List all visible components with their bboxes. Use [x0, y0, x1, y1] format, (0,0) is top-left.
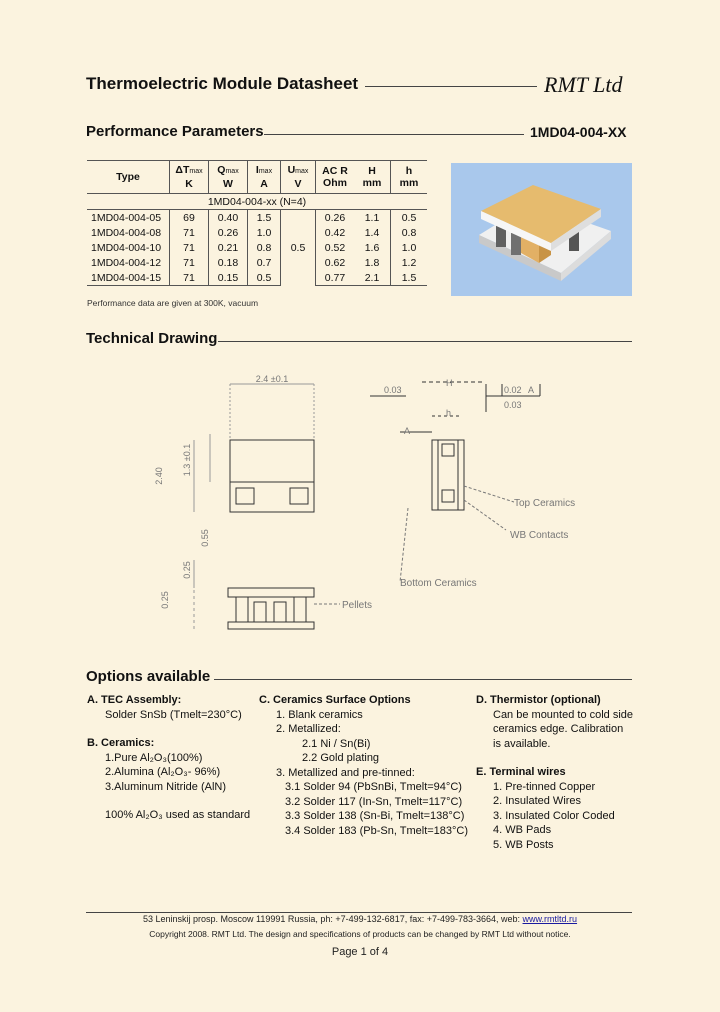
- datum-A: A: [404, 426, 411, 436]
- technical-drawing: [90, 360, 630, 650]
- cell-umax: 0.5: [281, 210, 316, 286]
- cell-q: 0.21: [209, 240, 248, 255]
- table-row: [87, 225, 427, 240]
- flatness-value: 0.03: [384, 385, 402, 395]
- cell-H: 1.1: [364, 211, 380, 224]
- title-rule: [365, 86, 537, 87]
- col-qmax: Qmax W: [209, 161, 248, 194]
- label-bottom-ceramics: Bottom Ceramics: [400, 578, 477, 589]
- cell-q: 0.40: [209, 210, 248, 226]
- option-e1: 1. Pre-tinned Copper: [493, 780, 596, 793]
- cell-acr: 0.42: [316, 225, 355, 240]
- top-view-body: [230, 440, 314, 512]
- cell-dt: 71: [170, 240, 209, 255]
- dim-pellet: 0.25: [182, 561, 192, 579]
- cell-H: 1.4: [364, 226, 380, 239]
- cell-type: 1MD04-004-05: [91, 211, 162, 224]
- option-title-c: C. Ceramics Surface Options: [259, 694, 411, 706]
- option-d-line3: is available.: [493, 737, 551, 750]
- cell-acr: 0.26: [316, 210, 355, 226]
- cell-H: 2.1: [354, 270, 391, 286]
- cell-type: 1MD04-004-15: [87, 270, 170, 286]
- option-e4: 4. WB Pads: [493, 824, 552, 836]
- col-imax: Imax A: [248, 161, 281, 194]
- option-c1: 1. Blank ceramics: [276, 708, 363, 721]
- option-title-a: A. TEC Assembly:: [87, 694, 182, 706]
- model-number: 1MD04-004-XX: [530, 124, 627, 140]
- col-acr: AC R Ohm: [316, 161, 355, 194]
- option-b3: 3.Aluminum Nitride (AlN): [105, 780, 227, 793]
- option-c2: 2. Metallized:: [276, 723, 341, 735]
- option-c21: 2.1 Ni / Sn(Bi): [302, 737, 371, 750]
- option-title-b: B. Ceramics:: [87, 737, 155, 749]
- option-e2: 2. Insulated Wires: [493, 795, 582, 807]
- cell-acr: 0.62: [316, 255, 355, 270]
- page-number: Page 1 of 4: [331, 946, 389, 958]
- wb-pad-right: [290, 488, 308, 504]
- footer-address-line: [0, 914, 720, 924]
- cell-i: 0.7: [248, 255, 281, 270]
- performance-table: [87, 160, 427, 286]
- option-d-line2: ceramics edge. Calibration: [493, 723, 624, 735]
- cell-h: 1.5: [391, 270, 428, 286]
- document-title: Thermoelectric Module Datasheet: [86, 74, 359, 93]
- col-h: h mm: [391, 161, 428, 194]
- cell-acr: 0.52: [316, 240, 355, 255]
- table-header-row: [87, 161, 427, 194]
- cell-q: 0.26: [209, 225, 248, 240]
- wb-pad-left: [236, 488, 254, 504]
- option-e3: 3. Insulated Color Coded: [493, 809, 615, 822]
- technical-heading: Technical Drawing: [86, 330, 218, 347]
- performance-note: Performance data are given at 300K, vacuum: [87, 298, 259, 308]
- dim-depth: 0.55: [200, 529, 210, 547]
- cell-h: 1.2: [391, 255, 428, 270]
- option-c31: 3.1 Solder 94 (PbSnBi, Tmelt=94°C): [285, 781, 462, 793]
- cell-q: 0.15: [209, 270, 248, 286]
- label-wb-contacts: WB Contacts: [510, 530, 569, 541]
- option-title-d: D. Thermistor (optional): [476, 694, 601, 706]
- col-dtmax: ΔTmax K: [170, 161, 209, 194]
- cell-q: 0.18: [209, 255, 248, 270]
- label-pellets: Pellets: [342, 600, 373, 611]
- table-row: [87, 240, 427, 255]
- cell-dt: 71: [170, 270, 209, 286]
- cell-dt: 71: [170, 255, 209, 270]
- cell-H: 1.6: [364, 241, 380, 254]
- performance-heading: Performance Parameters: [86, 123, 264, 140]
- table-row: [87, 255, 427, 270]
- table-row: [87, 210, 427, 226]
- option-b2: 2.Alumina (Al₂O₃- 96%): [105, 766, 221, 778]
- performance-rule: [264, 134, 524, 135]
- parallel-b: 0.03: [504, 400, 522, 410]
- cell-dt: 71: [170, 225, 209, 240]
- option-c33: 3.3 Solder 138 (Sn-Bi, Tmelt=138°C): [285, 810, 465, 822]
- options-col-d: [476, 693, 636, 852]
- option-c34: 3.4 Solder 183 (Pb-Sn, Tmelt=183°C): [285, 824, 469, 837]
- cell-type: 1MD04-004-10: [91, 241, 162, 254]
- option-c32: 3.2 Solder 117 (In-Sn, Tmelt=117°C): [285, 795, 463, 808]
- option-d-line1: Can be mounted to cold side: [493, 708, 634, 721]
- options-col-a: [87, 693, 257, 823]
- option-a1: Solder SnSb (Tmelt=230°C): [105, 708, 242, 721]
- dim-thickness: 0.25: [160, 591, 170, 609]
- options-col-c: [259, 693, 469, 838]
- parallel-ref: A: [528, 385, 535, 395]
- cell-i: 1.0: [248, 225, 281, 240]
- options-heading: Options available: [86, 668, 211, 685]
- group-row: [87, 194, 427, 210]
- table-row: [87, 270, 427, 286]
- group-label: 1MD04-004-xx (N=4): [87, 194, 427, 210]
- cell-h: 1.0: [391, 240, 428, 255]
- company-name: RMT Ltd: [544, 72, 623, 97]
- cell-i: 1.5: [248, 210, 281, 226]
- cell-dt: 69: [170, 210, 209, 226]
- module-photo: [451, 163, 632, 296]
- parallel-a: 0.02: [504, 385, 522, 395]
- option-b-note: 100% Al₂O₃ used as standard: [105, 809, 251, 821]
- footer-address: 53 Leninskij prosp. Moscow 119991 Russia, ph: +7-499-132-6817, fax: +7-499-783-3664, web:: [142, 914, 523, 924]
- cell-acr: 0.77: [316, 270, 355, 286]
- H-label: H: [446, 378, 453, 388]
- option-title-e: E. Terminal wires: [476, 766, 566, 778]
- website-link[interactable]: www.rmtltd.ru: [522, 914, 578, 924]
- col-type: Type: [87, 161, 170, 194]
- cell-i: 0.5: [248, 270, 281, 286]
- cell-i: 0.8: [248, 240, 281, 255]
- option-e5: 5. WB Posts: [493, 838, 554, 851]
- col-umax: Umax V: [281, 161, 316, 194]
- footer-copyright: Copyright 2008. RMT Ltd. The design and specifications of products can be changed by RMT Ltd without notice.: [149, 929, 571, 939]
- footer-rule: [86, 912, 632, 913]
- dim-height: 2.40: [154, 467, 164, 485]
- cell-H: 1.8: [364, 256, 380, 269]
- cell-type: 1MD04-004-08: [91, 226, 162, 239]
- technical-rule: [218, 341, 632, 342]
- col-H: H mm: [354, 161, 391, 194]
- dim-width: 2.4 ±0.1: [255, 374, 289, 384]
- h-label: h: [446, 408, 452, 418]
- option-b1: 1.Pure Al₂O₃(100%): [105, 751, 203, 764]
- option-c3: 3. Metallized and pre-tinned:: [276, 766, 415, 779]
- cell-type: 1MD04-004-12: [91, 256, 162, 269]
- cell-h: 0.8: [391, 225, 428, 240]
- cell-h: 0.5: [391, 210, 428, 226]
- label-top-ceramics: Top Ceramics: [514, 498, 576, 509]
- options-rule: [214, 679, 632, 680]
- option-c22: 2.2 Gold plating: [302, 752, 380, 764]
- dim-h-small: 1.3 ±0.1: [182, 443, 192, 477]
